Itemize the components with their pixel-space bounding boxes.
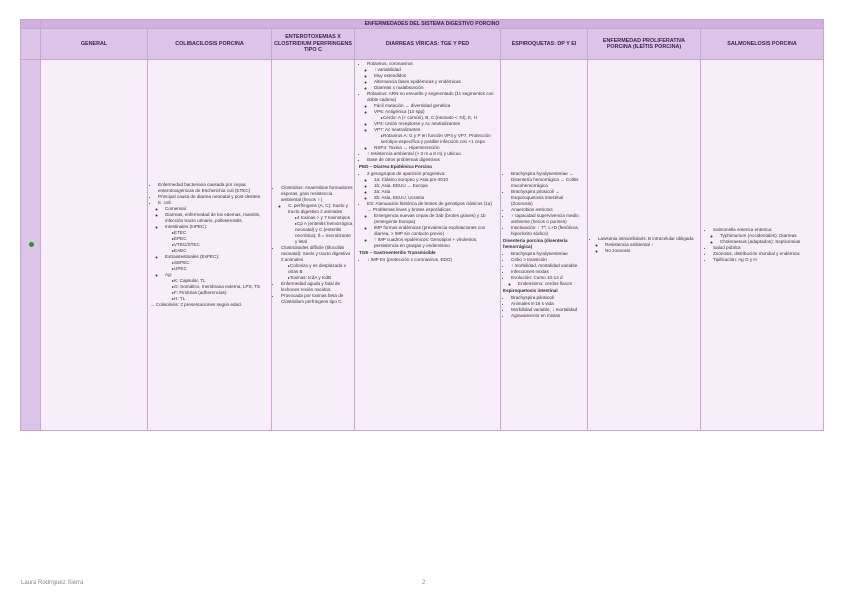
list-item: ▸ Coloniza y es desplazada x otras B — [288, 263, 353, 275]
list-item: ▸ Cerdo: A (+ común), B, C (neonato < 7d), E, H — [381, 115, 496, 121]
list-item: ◦ 2a: Asia — [374, 189, 496, 195]
clostridium-cell — [272, 60, 355, 431]
list-item: ◦ NSP4: Toxina → Hipersecreción — [374, 145, 496, 151]
section-heading-tge: TGE – Gastroenteritis Transmisible — [359, 250, 436, 255]
column-header-proliferativa: ENFERMEDAD PROLIFERATIVA PORCINA (ILEÍTIS PORCINA) — [588, 29, 701, 60]
row-marker-cell — [21, 60, 41, 431]
list-item: • Enfermedad bacteriana causada por cepas enterotoxigénicas de Escherichia coli (ETEC) — [158, 182, 267, 194]
list-item: Lawsonia intracellularis: B intracelular obligada — [598, 236, 694, 241]
list-item: ES: Atenuación histórica de brotes de genotipos clásicos (1a) → Problemas leves y brotes esporádicos. — [367, 201, 492, 212]
list-item: ◦ VP4: Unión receptores y Ac neutralizantes — [374, 121, 496, 127]
list-item: ▸ UPEC — [172, 266, 267, 272]
section-heading-ped: PED – Diarrea Epidémica Porcina — [359, 164, 432, 169]
corner-cell — [21, 20, 41, 29]
note-text: → Colisolosis: ≠ presentaciones según edad. — [150, 302, 242, 307]
column-header-espiroquetas: ESPIROQUETAS: DP Y EI — [501, 29, 588, 60]
list-item: ◦ Choleraesuis (adaptados): Septicemias — [720, 239, 819, 245]
list-item: ▸ EPEC — [172, 236, 267, 242]
list-item: • Morbilidad variable, ↓ mortalidad — [511, 307, 583, 313]
list-item: ◦ Diarreas x malabsorción — [374, 85, 496, 91]
summary-table — [20, 19, 824, 431]
list-item: • Brachyspira hyodysenteriae — [511, 251, 583, 257]
list-item: ▸ Rotavirus A: G y P en función VP4 y VP7. Protección serotipo-específica y posible infección con +1 cepa — [381, 133, 496, 145]
list-item: ◦ No zoonosis — [605, 248, 696, 254]
list-item: ◦ ↑ IMP cuadros epidémicos: Genotipos + virulentos, persistencia en granjas y endemismo — [374, 237, 496, 249]
list-item: • Cebo > transición — [511, 257, 583, 263]
list-item: • Principal causa de diarrea neonatal y post-destete. — [158, 194, 267, 200]
list-item: • ↑ capacidad supervivencia medio ambiente (hecos o purines) — [511, 213, 583, 225]
list-item: ◦ Diarreas, enfermedad de los edemas, mamitis, infección tracto urinario, polleserositis. — [165, 212, 267, 224]
list-item: ◦ Endemismo: cerdos flacos — [518, 281, 583, 287]
list-item: ▸ Cp A (enteritis hemorrágica neonatal) y C (enteritis necrótica): ß = necrotizante y letal — [295, 221, 353, 245]
list-item: • Base de otros problemas digestivos — [367, 157, 496, 163]
footer-author: Laura Rodríguez Sierra — [21, 580, 84, 586]
list-item: • Brachyspira pilosicoli — [511, 295, 583, 301]
proliferativa-cell — [588, 60, 701, 431]
list-item: Extraintestinales (ExPEC): — [165, 254, 220, 259]
salmonelosis-cell — [701, 60, 824, 431]
colibacilosis-cell — [148, 60, 272, 431]
list-item: VP7: Ac neutralizantes — [374, 127, 421, 132]
list-item: ▸ 4 toxinas > y 7 toxinotipos — [295, 215, 353, 221]
list-item: Intestinales (InPEC): — [165, 224, 208, 229]
list-item: ◦ IMP formas endémicas (prevalencia explotaciones con diarrea, > IMP sin contacto previo) — [374, 225, 496, 237]
list-item: ▸ VTEC/STEC — [172, 242, 267, 248]
list-item: Clostridios: Anaerobios formadores esporas, gran resistencia ambiental (hecos ♀) — [281, 185, 353, 202]
column-header-salmonelosis: SALMONELOSIS PORCINA — [701, 29, 824, 60]
list-item: ◦ Emergencia nuevas cepas de 2ab (brotes graves) y 1b (emergente Europa) — [374, 213, 496, 225]
table-title: ENFERMEDADES DEL SISTEMA DIGESTIVO PORCINO — [41, 20, 824, 29]
espiroquetas-cell — [501, 60, 588, 431]
list-item: • Agravamiento en mixtas — [511, 313, 583, 319]
list-item: • Salud pública — [713, 245, 819, 251]
list-item: ◦ 1b: Asia, EEUU → Europa — [374, 183, 496, 189]
list-item: ◦ ↑ variabilidad — [374, 67, 496, 73]
column-header-clostridium: ENTEROTOXEMIAS X CLOSTRIDIUM PERFRINGENS TIPO C — [272, 29, 355, 60]
page-number: 2 — [422, 580, 426, 586]
viricas-cell — [355, 60, 501, 431]
list-item: ◦ 2b: Asia, EEUU, Ucrania — [374, 195, 496, 201]
list-item: ◦ Resistencia ambiental ↑ — [605, 242, 696, 248]
list-item: 2 genogrupos de aparición progresiva: — [367, 171, 446, 176]
list-item: ◦ Typhimurium (Accidentales): Diarreas — [720, 233, 819, 239]
list-item: ◦ Comensal. — [165, 206, 267, 212]
general-cell — [41, 60, 148, 431]
column-header-viricas: DIARREAS VÍRICAS: TGE Y PED — [355, 29, 501, 60]
list-item: Evolución: Curso 10-14 d — [511, 275, 563, 280]
list-item: ▸ K: Capsular, TL — [172, 278, 267, 284]
list-item: Rotavirus: ARN no envuelto y segmentado (11 segmentos con doble cadena) — [367, 91, 494, 102]
list-item: • Enfermedad aguda y fatal de lechones recién nacidos. — [281, 281, 353, 293]
list-item: • Anaerobios estrictos — [511, 207, 583, 213]
list-item: ◦ Muy extendidos — [374, 73, 496, 79]
list-item: ▸ SEPEC — [172, 260, 267, 266]
list-item: • Zoonosis, distribución mundial y endémica — [713, 251, 819, 257]
corner-cell — [21, 29, 41, 60]
list-item: • Infecciones mixtas — [511, 269, 583, 275]
list-item: ◦ Alternancia fases epidémicas y endémicas — [374, 79, 496, 85]
list-item: E. coli: — [158, 200, 172, 205]
list-item: • Brachyspira pilosicoli → Esquiroquetosis intestinal (Zoonosis) — [511, 189, 583, 207]
list-item: Ag: — [165, 272, 172, 277]
list-item: ◦ Fácil mutación → diversidad genética — [374, 103, 496, 109]
list-item: VP6: Antigénica (10 spp) — [374, 109, 425, 114]
list-item: ◦ 1a: Clásico europeo y Asia pre-2010 — [374, 177, 496, 183]
list-item: ▸ EAEC — [172, 248, 267, 254]
list-item: • Provocada por toxinas beta de Clostridium perfringens tipo C. — [281, 293, 353, 305]
list-item: • ↑ resistencia ambiental (> 3 m a 8 m) y ubicuo — [367, 151, 496, 157]
green-dot-icon — [29, 242, 34, 247]
list-item: • Inactivación: ↑ Tª, L+D (fenólicos, hipoclorito sódico) — [511, 225, 583, 237]
list-item: • Brachyspira hyodysenteriae → Disentería hemorrágica → Colitis mucohemorrágica — [511, 171, 583, 189]
list-item: ▸ F: Fimbrias (adherencias) — [172, 290, 267, 296]
summary-table-container — [20, 19, 823, 429]
list-item: Salmonella enterica enterica: — [713, 227, 773, 232]
list-item: ▸ Toxinas: tcdA y tcdB — [288, 275, 353, 281]
column-header-general: GENERAL — [41, 29, 148, 60]
list-item: ▸ H: TL — [172, 296, 267, 302]
list-item: C. perfringens (A, C): Suelo y tracto digestivo ≠ animales — [288, 203, 348, 214]
list-item: Clostridioides difficile (tifocolitis neonatal): Suelo y tracto digestivo ≠ animales — [281, 245, 351, 262]
column-header-colibacilosis: COLIBACILOSIS PORCINA — [148, 29, 272, 60]
list-item: ▸ O: Somático, membrana externa, LPS, TS — [172, 284, 267, 290]
list-item: ▸ ETEC — [172, 230, 267, 236]
list-item: • Animales 8-16 s vida — [511, 301, 583, 307]
list-item: • ↑ morbilidad, mortalidad variable — [511, 263, 583, 269]
list-item: • Tipificación: Ag O y H — [713, 257, 819, 263]
section-heading-dp: Disentería porcina (disentería hemorrágica) — [503, 238, 568, 249]
list-item: Rotavirus, coronavirus — [367, 61, 413, 66]
list-item: • ↓ IMP Es (protección x coronavirus, EDO) — [367, 257, 496, 263]
section-heading-ei: Espiroquetosis intestinal — [503, 288, 558, 293]
